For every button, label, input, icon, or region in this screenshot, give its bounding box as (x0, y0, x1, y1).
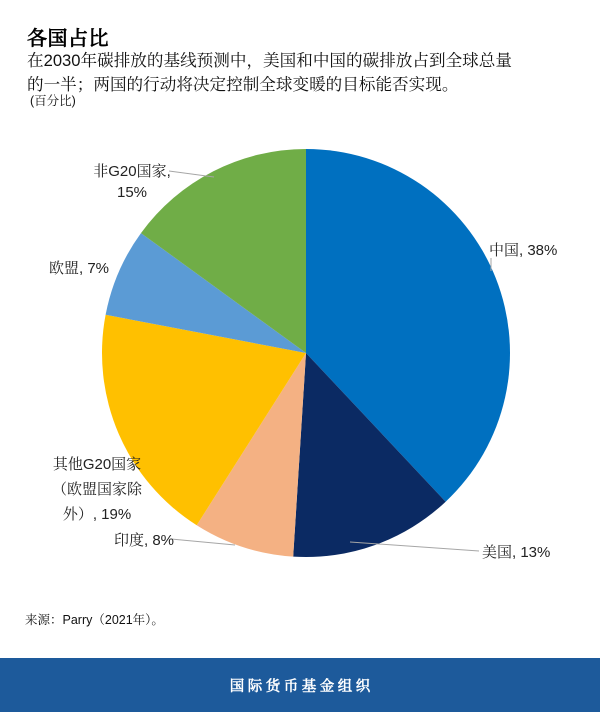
source-note: 来源：Parry（2021年）。 (25, 613, 164, 627)
subtitle-line-2: 的一半；两国的行动将决定控制全球变暖的目标能否实现。 (27, 75, 459, 94)
label-other-g20 (38, 452, 156, 527)
label-non-g20 (82, 161, 182, 203)
label-other-g20-line-3: 外）, 19% (62, 506, 132, 523)
label-us: 美国, 13% (482, 544, 551, 561)
label-non-g20-line-2: 15% (116, 184, 148, 201)
page-title: 各国占比 (27, 28, 109, 50)
unit-note: (百分比) (30, 94, 76, 108)
imf-brand-text: 国际货币基金组织 (229, 678, 374, 695)
subtitle-line-1: 在2030年碳排放的基线预测中，美国和中国的碳排放占到全球总量 (27, 51, 512, 70)
label-china: 中国, 38% (489, 242, 558, 259)
label-india: 印度, 8% (114, 532, 175, 549)
label-other-g20-line-1: 其他G20国家 (52, 456, 142, 473)
label-non-g20-line-1: 非G20国家, (93, 163, 171, 180)
pie-slices (102, 149, 510, 557)
footer-bar (0, 658, 600, 712)
label-other-g20-line-2: （欧盟国家除 (51, 481, 142, 498)
label-eu: 欧盟, 7% (49, 260, 110, 277)
